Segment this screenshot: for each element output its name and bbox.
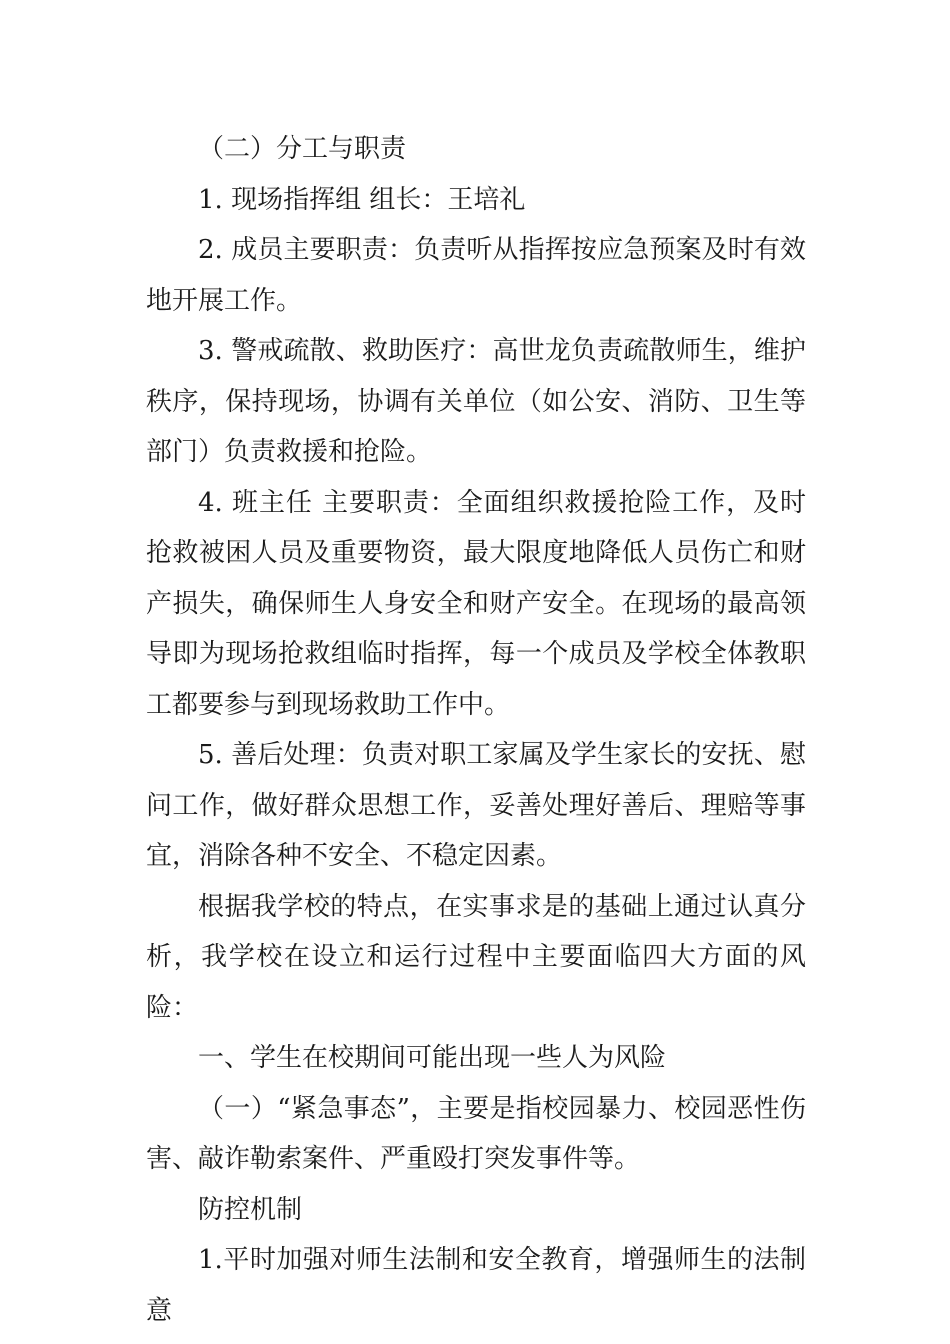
paragraph-command-group: 1. 现场指挥组 组长：王培礼 <box>198 184 526 215</box>
paragraph-risk-analysis: 根据我学校的特点，在实事求是的基础上通过认真分析，我学校在设立和运行过程中主要面临四大方面的风险： <box>146 891 806 1023</box>
paragraph-emergency-situation: （一）“紧急事态”，主要是指校园暴力、校园恶性伤害、敲诈勒索案件、严重殴打突发事件等。 <box>146 1093 806 1174</box>
paragraph-aftermath: 5. 善后处理：负责对职工家属及学生家长的安抚、慰问工作，做好群众思想工作，妥善处理好善后、理赔等事宜，消除各种不安全、不稳定因素。 <box>146 740 806 871</box>
section-heading-human-risk: 一、学生在校期间可能出现一些人为风险 <box>198 1043 667 1073</box>
section-heading-prevention-mechanism: 防控机制 <box>198 1194 303 1225</box>
paragraph-class-teacher: 4. 班主任 主要职责：全面组织救援抢险工作，及时抢救被困人员及重要物资，最大限度地降低人员伤亡和财产损失，确保师生人身安全和财产安全。在现场的最高领导即为现场抢救组临时指挥，每一个成员及学校全体教职工都要参与到现场救助工作中。 <box>146 487 806 720</box>
paragraph-evacuation-medical: 3. 警戒疏散、救助医疗：高世龙负责疏散师生，维护秩序，保持现场，协调有关单位（如公安、消防、卫生等部门）负责救援和抢险。 <box>146 336 806 467</box>
paragraph-member-duties: 2. 成员主要职责：负责听从指挥按应急预案及时有效地开展工作。 <box>146 235 806 316</box>
section-heading-division-of-duties: （二）分工与职责 <box>198 134 407 164</box>
document-body <box>146 124 806 1336</box>
paragraph-legal-education: 1.平时加强对师生法制和安全教育，增强师生的法制意 <box>146 1245 806 1326</box>
